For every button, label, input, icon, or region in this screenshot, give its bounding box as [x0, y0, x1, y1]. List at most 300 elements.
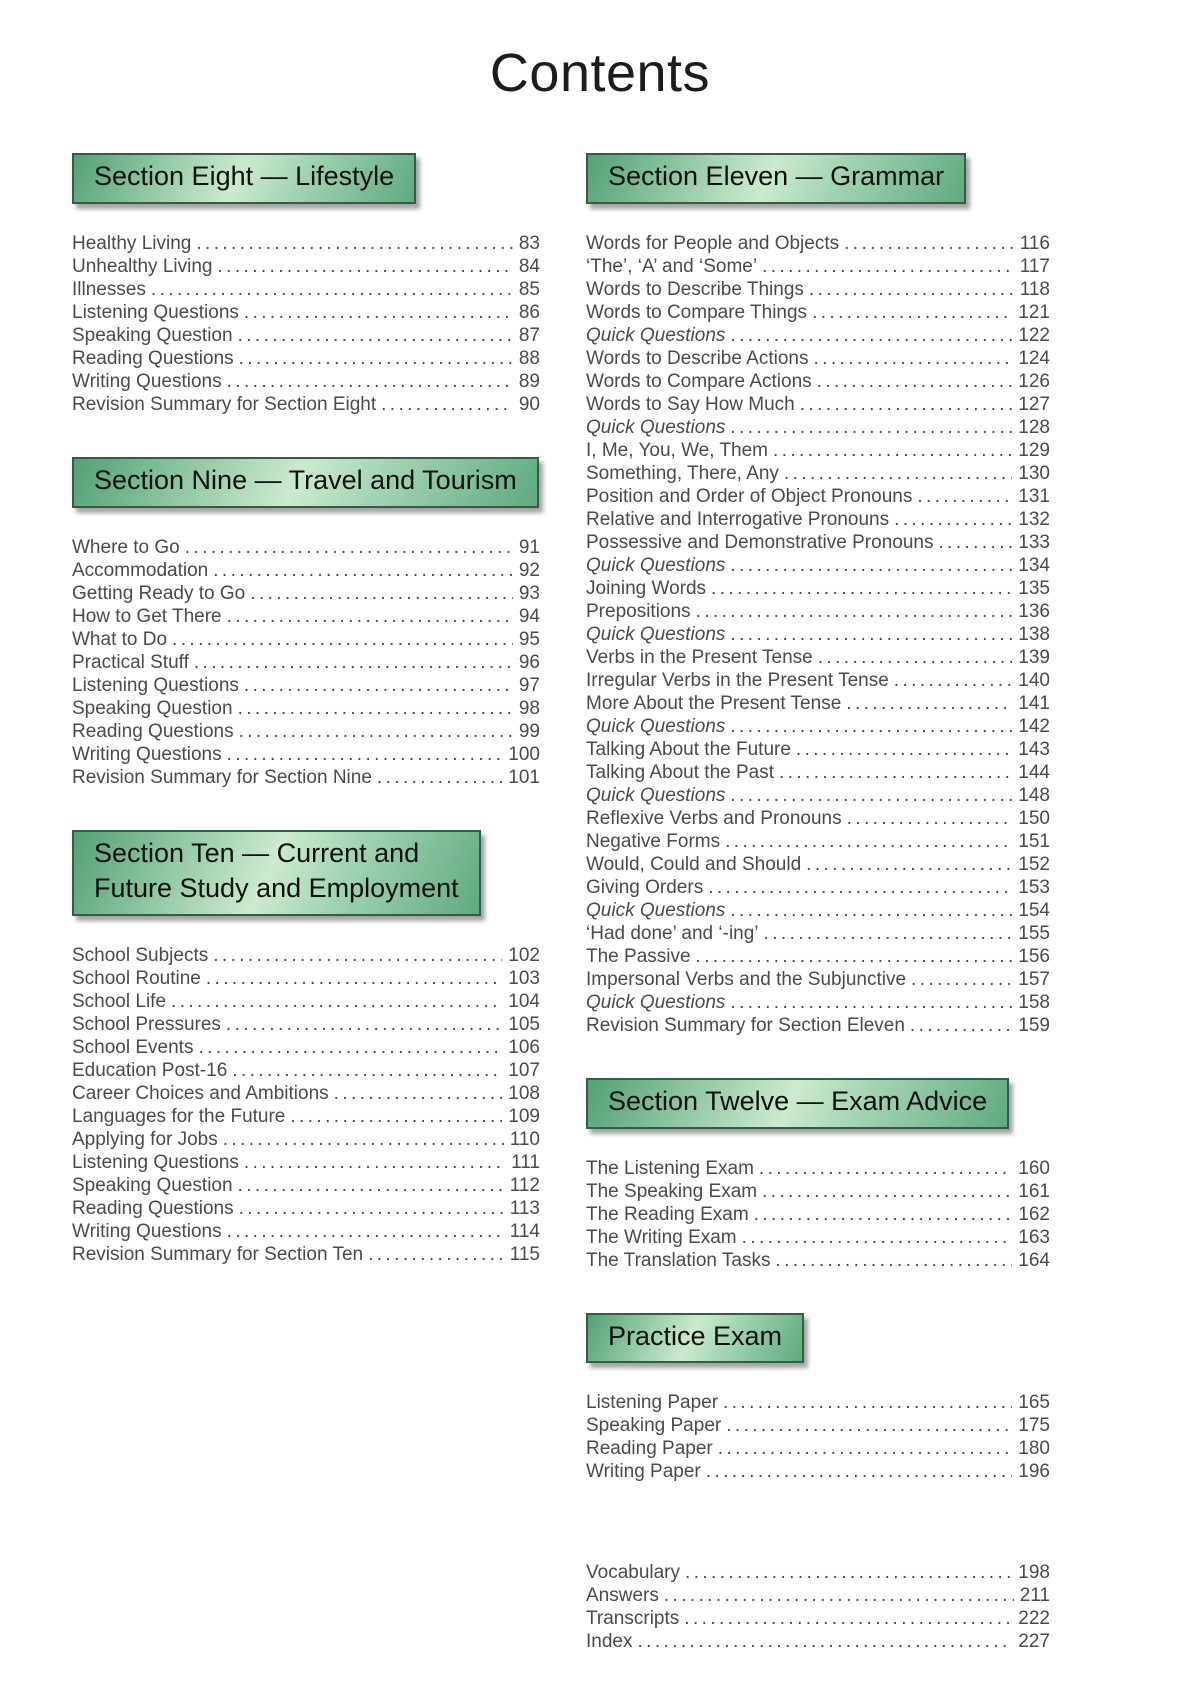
toc-entry-label: ‘The’, ‘A’ and ‘Some’ [586, 256, 758, 278]
toc-entry-page: 98 [518, 697, 540, 719]
toc-entry [72, 324, 540, 347]
toc-entry-label: Speaking Question [72, 697, 233, 719]
toc-entry-label: Words for People and Objects [586, 233, 840, 255]
toc-entry [586, 1157, 1050, 1180]
toc-entry-page: 100 [508, 743, 540, 765]
toc-entry-page: 110 [509, 1128, 540, 1150]
toc-entry [586, 1414, 1050, 1437]
toc-section [72, 457, 540, 789]
toc-entry-page: 113 [509, 1197, 540, 1219]
toc-entry-label: Quick Questions [586, 417, 726, 439]
dot-leader [764, 922, 1013, 945]
toc-entry-page: 121 [1018, 302, 1050, 324]
toc-entry-label: Answers [586, 1585, 659, 1607]
toc-entry-page: 180 [1018, 1438, 1050, 1460]
toc-entry-page: 124 [1018, 348, 1050, 370]
toc-entry-label: School Subjects [72, 944, 209, 966]
toc-entry-label: Possessive and Demonstrative Pronouns [586, 532, 934, 554]
toc-entry-page: 144 [1018, 762, 1050, 784]
toc-entry [72, 278, 540, 301]
toc-entry [72, 967, 540, 990]
dot-leader [244, 674, 513, 697]
dot-leader [911, 968, 1012, 991]
toc-entry [586, 508, 1050, 531]
toc-entry [586, 853, 1050, 876]
toc-entry-page: 142 [1018, 716, 1050, 738]
toc-entry-label: More About the Present Tense [586, 693, 842, 715]
toc-entry-label: Practical Stuff [72, 651, 189, 673]
toc-entry [72, 944, 540, 967]
toc-entry-page: 157 [1018, 969, 1050, 991]
toc-entry [586, 462, 1050, 485]
toc-entry-page: 227 [1018, 1631, 1050, 1653]
section-heading [72, 153, 416, 204]
toc-entry-label: Revision Summary for Section Eight [72, 394, 377, 416]
toc-entry-label: Languages for the Future [72, 1105, 286, 1127]
toc-entry [72, 990, 540, 1013]
toc-entry-label: The Translation Tasks [586, 1249, 771, 1271]
toc-entry-label: Reading Questions [72, 1197, 234, 1219]
section-heading-line: Section Ten — Current and [94, 837, 420, 868]
toc-entry-page: 160 [1018, 1157, 1050, 1179]
dot-leader [238, 697, 513, 720]
dot-leader [725, 830, 1012, 853]
toc-entries [586, 1157, 1050, 1272]
dot-leader [784, 462, 1012, 485]
toc-entry [72, 674, 540, 697]
toc-entry [72, 1059, 540, 1082]
dot-leader [381, 393, 513, 416]
dot-leader [718, 1437, 1013, 1460]
dot-leader [244, 1151, 505, 1174]
toc-entry [72, 697, 540, 720]
toc-entry-page: 88 [518, 348, 540, 370]
toc-entry [586, 715, 1050, 738]
toc-entry-label: Index [586, 1631, 633, 1653]
dot-leader [227, 1220, 504, 1243]
toc-entry-page: 175 [1018, 1415, 1050, 1437]
toc-entry [586, 1014, 1050, 1037]
toc-entry [586, 1226, 1050, 1249]
dot-leader [818, 646, 1013, 669]
section-heading [586, 1078, 1009, 1129]
section-heading-line: Future Study and Employment [94, 873, 459, 904]
toc-entry-label: Talking About the Future [586, 739, 791, 761]
toc-entry-label: School Events [72, 1036, 194, 1058]
toc-entry-label: Listening Questions [72, 674, 239, 696]
toc-entry-page: 153 [1018, 877, 1050, 899]
toc-entry-label: ‘Had done’ and ‘-ing’ [586, 923, 759, 945]
toc-entry [586, 416, 1050, 439]
dot-leader [637, 1630, 1012, 1653]
toc-entry-label: Negative Forms [586, 831, 721, 853]
toc-entry-label: The Listening Exam [586, 1157, 754, 1179]
toc-entry-page: 222 [1018, 1608, 1050, 1630]
section-heading [586, 1313, 804, 1364]
toc-entry [586, 784, 1050, 807]
toc-entry [586, 807, 1050, 830]
dot-leader [762, 255, 1014, 278]
toc-entry [72, 393, 540, 416]
toc-entry-label: Relative and Interrogative Pronouns [586, 509, 890, 531]
toc-entry [586, 830, 1050, 853]
section-heading [586, 153, 966, 204]
toc-entry-page: 114 [509, 1220, 540, 1242]
toc-column [72, 153, 540, 1307]
toc-entry [586, 324, 1050, 347]
toc-entry-page: 102 [508, 944, 540, 966]
toc-entry [586, 577, 1050, 600]
toc-entry [72, 1197, 540, 1220]
dot-leader [894, 508, 1012, 531]
dot-leader [800, 393, 1013, 416]
toc-entry-page: 118 [1019, 279, 1050, 301]
toc-entry-label: Words to Say How Much [586, 394, 795, 416]
toc-section [586, 1078, 1050, 1272]
toc-entries [586, 232, 1050, 1037]
toc-entry-label: Words to Describe Things [586, 279, 804, 301]
toc-entry-page: 211 [1019, 1585, 1050, 1607]
section-heading-line: Section Eleven — Grammar [608, 161, 945, 192]
toc-entry-page: 95 [518, 628, 540, 650]
dot-leader [759, 1157, 1012, 1180]
toc-entry-label: Verbs in the Present Tense [586, 647, 813, 669]
toc-entry-label: Prepositions [586, 601, 691, 623]
toc-entry-page: 105 [508, 1013, 540, 1035]
toc-entry-label: Reflexive Verbs and Pronouns [586, 808, 842, 830]
toc-entry-page: 134 [1018, 555, 1050, 577]
toc-entry [586, 347, 1050, 370]
toc-entry-label: Quick Questions [586, 624, 726, 646]
toc-entry [586, 738, 1050, 761]
toc-entry-page: 97 [518, 674, 540, 696]
toc-entry [586, 1180, 1050, 1203]
toc-entry-page: 156 [1018, 946, 1050, 968]
toc-entry-label: Applying for Jobs [72, 1128, 218, 1150]
toc-entry-page: 89 [518, 371, 540, 393]
toc-entry [586, 646, 1050, 669]
toc-entry-page: 109 [508, 1105, 540, 1127]
dot-leader [730, 554, 1012, 577]
toc-entry-page: 138 [1018, 624, 1050, 646]
toc-entry [586, 232, 1050, 255]
toc-entry [586, 1561, 1050, 1584]
toc-entry-page: 84 [518, 256, 540, 278]
toc-entry-label: Writing Questions [72, 743, 222, 765]
dot-leader [217, 255, 512, 278]
toc-entry-label: Listening Paper [586, 1392, 719, 1414]
dot-leader [754, 1203, 1013, 1226]
toc-entry [72, 582, 540, 605]
dot-leader [730, 991, 1012, 1014]
toc-entry-page: 128 [1018, 417, 1050, 439]
dot-leader [711, 577, 1012, 600]
toc-entry-label: Vocabulary [586, 1562, 681, 1584]
toc-entry [586, 899, 1050, 922]
toc-entry-label: Writing Questions [72, 371, 222, 393]
toc-entry-label: Writing Questions [72, 1220, 222, 1242]
toc-entry-label: How to Get There [72, 605, 222, 627]
toc-entry-page: 150 [1018, 808, 1050, 830]
dot-leader [730, 899, 1012, 922]
dot-leader [846, 692, 1012, 715]
toc-entry-page: 104 [508, 990, 540, 1012]
toc-section [586, 153, 1050, 1037]
dot-leader [730, 623, 1012, 646]
dot-leader [223, 1128, 504, 1151]
toc-entry-page: 87 [518, 325, 540, 347]
dot-leader [226, 1013, 502, 1036]
dot-leader [847, 807, 1013, 830]
dot-leader [239, 1197, 504, 1220]
toc-entries [586, 1561, 1050, 1653]
section-heading-line: Section Nine — Travel and Tourism [94, 465, 517, 496]
toc-entry-label: Words to Compare Actions [586, 371, 812, 393]
toc-entry [586, 600, 1050, 623]
toc-entry-label: Quick Questions [586, 900, 726, 922]
toc-entry-page: 91 [518, 536, 540, 558]
dot-leader [726, 1414, 1012, 1437]
toc-entry [586, 1391, 1050, 1414]
toc-entry-label: Reading Questions [72, 720, 234, 742]
toc-entry-label: Would, Could and Should [586, 854, 802, 876]
dot-leader [817, 370, 1013, 393]
toc-entry-label: Quick Questions [586, 992, 726, 1014]
toc-entry-page: 158 [1018, 992, 1050, 1014]
dot-leader [773, 439, 1012, 462]
toc-entry-page: 96 [518, 651, 540, 673]
toc-entry [72, 1174, 540, 1197]
dot-leader [742, 1226, 1013, 1249]
toc-entry [72, 720, 540, 743]
toc-entry-page: 133 [1018, 532, 1050, 554]
toc-entry-page: 117 [1019, 256, 1050, 278]
toc-entry [72, 301, 540, 324]
toc-entry-label: Where to Go [72, 536, 180, 558]
section-heading-line: Section Twelve — Exam Advice [608, 1086, 988, 1117]
toc-column [586, 153, 1050, 1694]
toc-entry-label: Illnesses [72, 279, 146, 301]
toc-entry-label: Speaking Paper [586, 1415, 722, 1437]
toc-entry-label: Reading Paper [586, 1438, 713, 1460]
dot-leader [762, 1180, 1012, 1203]
toc-entry-page: 90 [518, 394, 540, 416]
toc-entry-page: 132 [1018, 509, 1050, 531]
toc-entry-page: 151 [1018, 831, 1050, 853]
toc-entry-page: 94 [518, 605, 540, 627]
toc-entry-page: 111 [511, 1151, 540, 1173]
toc-entry-label: Joining Words [586, 578, 707, 600]
toc-entry-label: Irregular Verbs in the Present Tense [586, 670, 889, 692]
section-heading-line: Practice Exam [608, 1320, 783, 1351]
toc-entry [586, 485, 1050, 508]
toc-entry-label: Quick Questions [586, 716, 726, 738]
dot-leader [213, 944, 502, 967]
toc-entry [586, 669, 1050, 692]
dot-leader [172, 628, 513, 651]
toc-entry-page: 122 [1018, 325, 1050, 347]
toc-entry [586, 370, 1050, 393]
toc-entries [586, 1391, 1050, 1483]
toc-entries [72, 536, 540, 789]
toc-entry-label: Transcripts [586, 1608, 680, 1630]
toc-entry [72, 255, 540, 278]
toc-entry-page: 112 [509, 1174, 540, 1196]
toc-entry [72, 766, 540, 789]
toc-entry-label: School Pressures [72, 1013, 221, 1035]
toc-entry-label: Getting Ready to Go [72, 582, 246, 604]
toc-entry-page: 126 [1018, 371, 1050, 393]
toc-entry-page: 165 [1018, 1392, 1050, 1414]
dot-leader [706, 1460, 1013, 1483]
toc-entry-label: What to Do [72, 628, 168, 650]
section-heading-line: Section Eight — Lifestyle [94, 161, 395, 192]
toc-entry-page: 129 [1018, 440, 1050, 462]
toc-entries [72, 944, 540, 1266]
toc-entry [72, 1105, 540, 1128]
dot-leader [196, 232, 513, 255]
toc-entry [72, 1151, 540, 1174]
toc-entry-label: Something, There, Any [586, 463, 779, 485]
toc-entry-page: 152 [1018, 854, 1050, 876]
dot-leader [238, 1174, 504, 1197]
toc-entry [586, 968, 1050, 991]
toc-entry-page: 140 [1018, 670, 1050, 692]
dot-leader [730, 416, 1012, 439]
toc-entry-label: Quick Questions [586, 325, 726, 347]
page-title: Contents [489, 43, 711, 103]
toc-entry-label: School Life [72, 990, 167, 1012]
dot-leader [377, 766, 502, 789]
toc-entry-page: 141 [1018, 693, 1050, 715]
toc-entry [72, 370, 540, 393]
dot-leader [684, 1607, 1012, 1630]
toc-entry-label: The Speaking Exam [586, 1180, 758, 1202]
toc-entry [72, 605, 540, 628]
toc-entry-label: Quick Questions [586, 785, 726, 807]
dot-leader [664, 1584, 1014, 1607]
toc-entry-page: 196 [1018, 1461, 1050, 1483]
toc-entry-label: I, Me, You, We, Them [586, 440, 769, 462]
toc-entry-page: 92 [518, 559, 540, 581]
toc-entry [586, 255, 1050, 278]
dot-leader [806, 853, 1012, 876]
toc-entry-page: 106 [508, 1036, 540, 1058]
toc-columns [0, 103, 1200, 1694]
dot-leader [910, 1014, 1012, 1037]
toc-entry-page: 136 [1018, 601, 1050, 623]
toc-entry-label: The Reading Exam [586, 1203, 749, 1225]
toc-entry [586, 1203, 1050, 1226]
dot-leader [238, 324, 513, 347]
dot-leader [917, 485, 1012, 508]
dot-leader [368, 1243, 504, 1266]
toc-entry-page: 139 [1018, 647, 1050, 669]
toc-entry [586, 439, 1050, 462]
dot-leader [227, 370, 513, 393]
toc-entry [72, 1220, 540, 1243]
dot-leader [730, 784, 1012, 807]
dot-leader [894, 669, 1013, 692]
toc-entry [586, 1630, 1050, 1653]
toc-entry-page: 154 [1018, 900, 1050, 922]
dot-leader [250, 582, 513, 605]
toc-entry [72, 1082, 540, 1105]
toc-entry [586, 876, 1050, 899]
dot-leader [239, 347, 513, 370]
toc-section [586, 1524, 1050, 1653]
dot-leader [779, 761, 1012, 784]
toc-entry [586, 761, 1050, 784]
toc-entry [72, 232, 540, 255]
toc-entry-label: Speaking Question [72, 1174, 233, 1196]
toc-entry [586, 393, 1050, 416]
toc-entry-label: Accommodation [72, 559, 209, 581]
toc-entry [586, 278, 1050, 301]
toc-entry-page: 143 [1018, 739, 1050, 761]
toc-entry-label: Revision Summary for Section Eleven [586, 1015, 905, 1037]
toc-entry [72, 651, 540, 674]
dot-leader [730, 715, 1012, 738]
toc-entry-page: 116 [1019, 233, 1050, 255]
dot-leader [232, 1059, 502, 1082]
dot-leader [151, 278, 513, 301]
dot-leader [723, 1391, 1012, 1414]
toc-entry-label: Revision Summary for Section Ten [72, 1243, 364, 1265]
dot-leader [239, 720, 513, 743]
dot-leader [696, 945, 1013, 968]
toc-section [72, 153, 540, 416]
toc-section [72, 830, 540, 1266]
dot-leader [244, 301, 513, 324]
dot-leader [813, 347, 1012, 370]
toc-entry-page: 107 [508, 1059, 540, 1081]
toc-entry [586, 1249, 1050, 1272]
toc-entry-page: 161 [1018, 1180, 1050, 1202]
dot-leader [796, 738, 1012, 761]
toc-entry [586, 945, 1050, 968]
dot-leader [809, 278, 1014, 301]
toc-entry [586, 623, 1050, 646]
toc-entry [72, 1128, 540, 1151]
toc-entry [586, 1584, 1050, 1607]
dot-leader [213, 559, 513, 582]
toc-entry-label: Talking About the Past [586, 762, 775, 784]
toc-entry [586, 1607, 1050, 1630]
toc-entry-label: Words to Compare Things [586, 302, 808, 324]
toc-entry-page: 115 [509, 1243, 540, 1265]
toc-entry [586, 1437, 1050, 1460]
toc-entry-page: 108 [508, 1082, 540, 1104]
toc-entry [586, 922, 1050, 945]
toc-entry [586, 692, 1050, 715]
toc-entry-page: 103 [508, 967, 540, 989]
toc-entry [586, 991, 1050, 1014]
dot-leader [171, 990, 502, 1013]
toc-entry-page: 163 [1018, 1226, 1050, 1248]
toc-entry [72, 536, 540, 559]
dot-leader [227, 605, 513, 628]
toc-entries [72, 232, 540, 416]
toc-entry-page: 198 [1018, 1562, 1050, 1584]
toc-section [586, 1313, 1050, 1484]
dot-leader [708, 876, 1012, 899]
dot-leader [685, 1561, 1012, 1584]
toc-entry-page: 155 [1018, 923, 1050, 945]
dot-leader [730, 324, 1012, 347]
section-heading [72, 830, 481, 916]
toc-entry [72, 1013, 540, 1036]
